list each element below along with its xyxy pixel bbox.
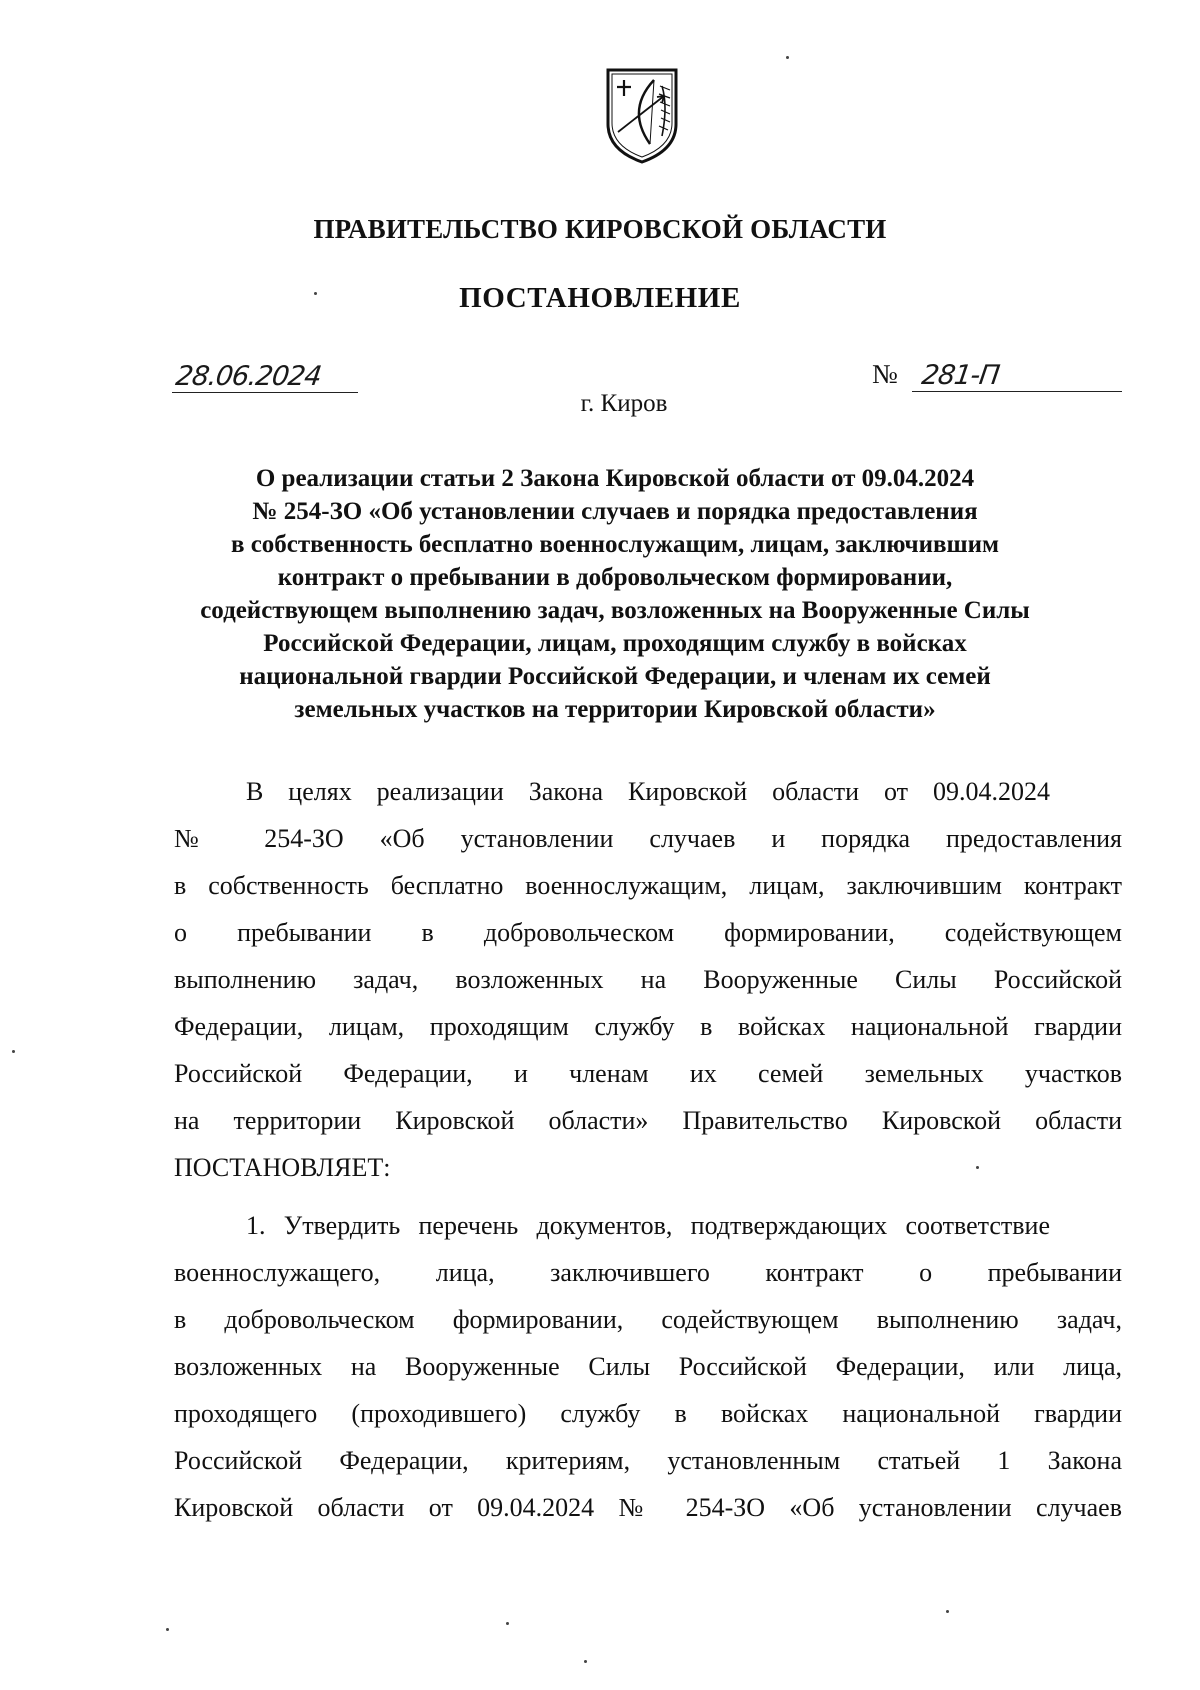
paragraph-line: военнослужащего, лица, заключившего контракт о пребывании xyxy=(174,1258,1122,1287)
paragraph-line: Федерации, лицам, проходящим службу в войсках национальной гвардии xyxy=(174,1012,1122,1041)
paragraph-line: № 254-ЗО «Об установлении случаев и порядка предоставления xyxy=(174,824,1122,853)
paragraph-line: выполнению задач, возложенных на Вооруженные Силы Российской xyxy=(174,965,1122,994)
subject-line: в собственность бесплатно военнослужащим, лицам, заключившим xyxy=(230,531,1000,558)
subject-line: Российской Федерации, лицам, проходящим службу в войсках xyxy=(263,630,967,657)
scan-speck xyxy=(946,1610,949,1613)
scan-speck xyxy=(12,1050,15,1053)
paragraph-line: возложенных на Вооруженные Силы Российской Федерации, или лица, xyxy=(174,1352,1122,1381)
scan-speck xyxy=(584,1660,587,1663)
clause-1-paragraph xyxy=(174,1202,1122,1531)
handwritten-number: 281-П xyxy=(919,360,1001,391)
paragraph-line: Российской Федерации, критериям, установленным статьей 1 Закона xyxy=(174,1446,1122,1475)
document-subject xyxy=(150,462,1080,726)
subject-line: земельных участков на территории Кировской области» xyxy=(294,696,936,723)
handwritten-date: 28.06.2024 xyxy=(173,361,323,392)
document-type-title: ПОСТАНОВЛЕНИЕ xyxy=(459,282,741,314)
number-underline xyxy=(912,355,1122,392)
scan-speck xyxy=(786,56,789,59)
scan-speck xyxy=(976,1166,979,1169)
city-label: г. Киров xyxy=(580,390,668,417)
paragraph-line: Кировской области от 09.04.2024 № 254-ЗО «Об установлении случаев xyxy=(174,1493,1122,1522)
paragraph-line: Российской Федерации, и членам их семей земельных участков xyxy=(174,1059,1122,1088)
paragraph-line: в добровольческом формировании, содействующем выполнению задач, xyxy=(174,1305,1122,1334)
preamble-paragraph xyxy=(174,768,1122,1191)
coat-of-arms-emblem xyxy=(604,66,680,166)
document-number-field xyxy=(872,356,1122,392)
paragraph-line: о пребывании в добровольческом формировании, содействующем xyxy=(174,918,1122,947)
number-sign: № xyxy=(872,359,898,389)
paragraph-line: В целях реализации Закона Кировской области от 09.04.2024 xyxy=(246,777,1050,806)
paragraph-line: ПОСТАНОВЛЯЕТ: xyxy=(174,1153,391,1182)
scan-speck xyxy=(166,1628,169,1631)
organization-title: ПРАВИТЕЛЬСТВО КИРОВСКОЙ ОБЛАСТИ xyxy=(313,214,887,244)
subject-line: национальной гвардии Российской Федерации, и членам их семей xyxy=(239,663,991,690)
paragraph-line: на территории Кировской области» Правительство Кировской области xyxy=(174,1106,1122,1135)
subject-line: контракт о пребывании в добровольческом формировании, xyxy=(277,564,953,591)
paragraph-line: проходящего (проходившего) службу в войсках национальной гвардии xyxy=(174,1399,1122,1428)
scan-speck xyxy=(314,292,317,295)
paragraph-line: 1. Утвердить перечень документов, подтверждающих соответствие xyxy=(246,1211,1050,1240)
subject-line: содействующем выполнению задач, возложенных на Вооруженные Силы xyxy=(200,597,1030,624)
paragraph-line: в собственность бесплатно военнослужащим, лицам, заключившим контракт xyxy=(174,871,1122,900)
subject-line: № 254-ЗО «Об установлении случаев и порядка предоставления xyxy=(252,498,978,525)
scan-speck xyxy=(506,1622,509,1625)
subject-line: О реализации статьи 2 Закона Кировской области от 09.04.2024 xyxy=(255,465,975,492)
